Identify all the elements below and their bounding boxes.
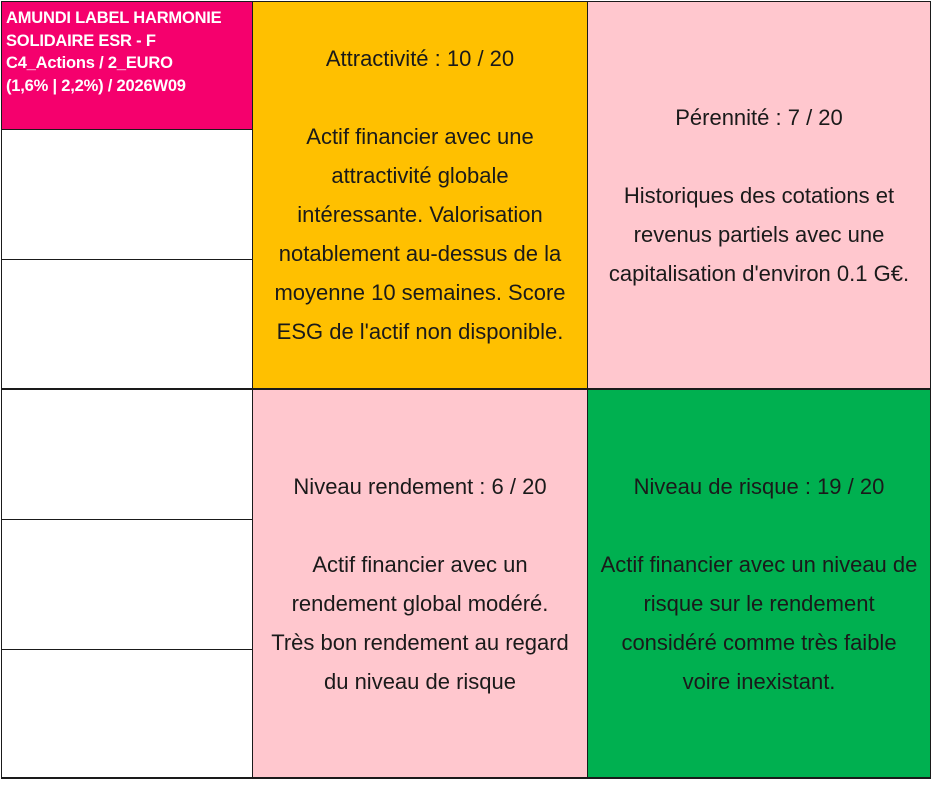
perennite-heading: Pérennité : 7 / 20 [675, 104, 843, 130]
asset-title-line-1: AMUNDI LABEL HARMONIE [6, 9, 222, 27]
blank-cell-2 [1, 259, 253, 389]
rendement-text-line-2: rendement global modéré. [291, 590, 549, 616]
perennite-text-line-3: capitalisation d'environ 0.1 G€. [608, 260, 910, 286]
risque-heading: Niveau de risque : 19 / 20 [633, 473, 885, 499]
risque-text-line-1: Actif financier avec un niveau de [600, 551, 918, 577]
asset-title-line-4: (1,6% | 2,2%) / 2026W09 [6, 76, 186, 95]
attractivite-heading: Attractivité : 10 / 20 [325, 46, 515, 71]
rendement-panel [252, 389, 588, 778]
risque-text-line-4: voire inexistant. [682, 668, 836, 694]
blank-cell-4 [1, 519, 253, 650]
perennite-panel [587, 1, 931, 389]
asset-title-cell [1, 1, 253, 130]
blank-cell-1 [1, 129, 253, 260]
asset-title-line-3: C4_Actions / 2_EURO [6, 54, 173, 72]
attractivite-text-line-1: Actif financier avec une [306, 124, 534, 149]
attractivite-text-line-6: ESG de l'actif non disponible. [276, 319, 564, 344]
attractivite-panel [252, 1, 588, 389]
risque-panel [587, 389, 931, 778]
attractivite-text-line-4: notablement au-dessus de la [278, 241, 562, 266]
blank-cell-3 [1, 389, 253, 520]
rendement-text-line-1: Actif financier avec un [312, 551, 528, 577]
attractivite-text-line-2: attractivité globale [331, 163, 509, 188]
attractivite-text-line-3: intéressante. Valorisation [297, 202, 543, 227]
perennite-text-line-1: Historiques des cotations et [623, 182, 895, 208]
perennite-text-line-2: revenus partiels avec une [633, 221, 885, 247]
table-bottom-border [1, 778, 931, 779]
risque-text-line-3: considéré comme très faible [621, 629, 897, 655]
blank-cell-5 [1, 649, 253, 778]
risque-text-line-2: risque sur le rendement [643, 590, 875, 616]
asset-title-line-2: SOLIDAIRE ESR - F [6, 31, 156, 50]
rendement-heading: Niveau rendement : 6 / 20 [293, 473, 547, 499]
rendement-text-line-4: du niveau de risque [323, 668, 517, 694]
rendement-text-line-3: Très bon rendement au regard [271, 629, 569, 655]
attractivite-text-line-5: moyenne 10 semaines. Score [274, 280, 566, 305]
